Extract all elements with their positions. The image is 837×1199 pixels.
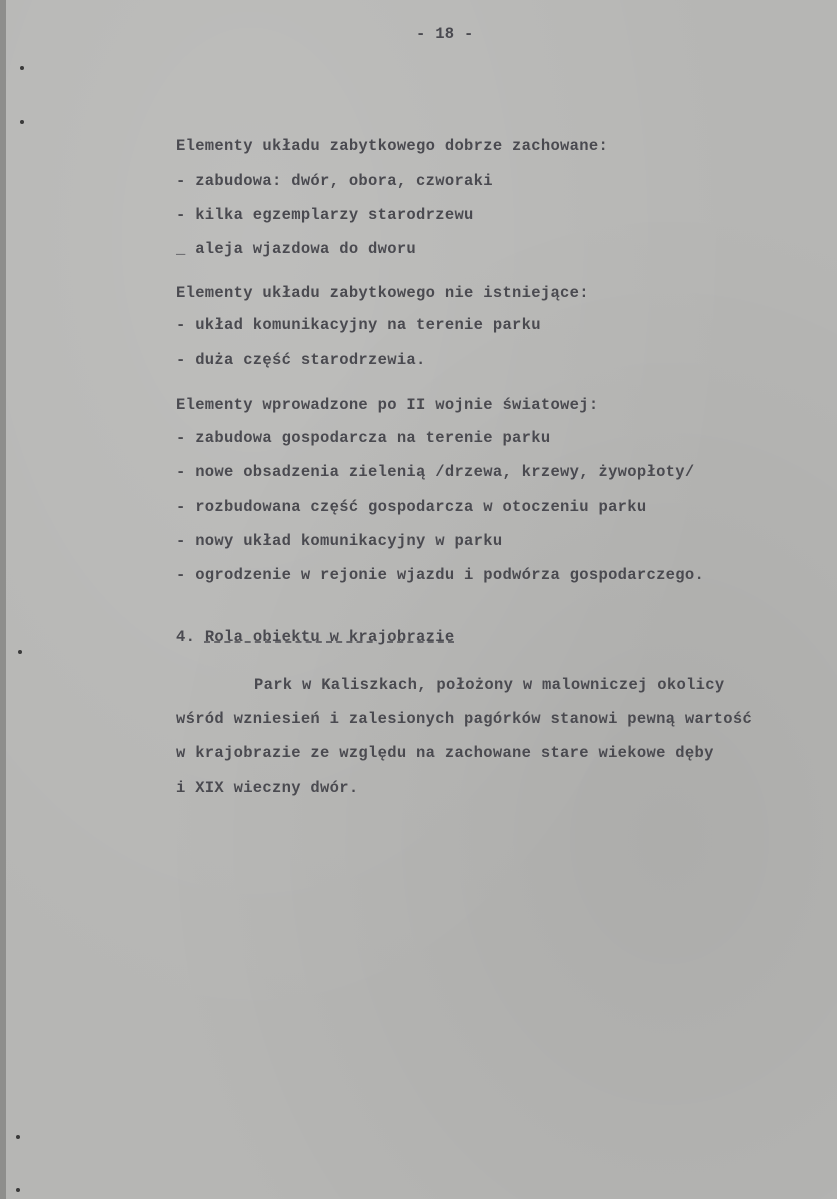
margin-mark <box>20 66 24 70</box>
list-item: - ogrodzenie w rejonie wjazdu i podwórza gospodarczego. <box>176 566 705 584</box>
section-title: Rola obiektu w krajobrazie <box>204 628 455 646</box>
list-item: - nowe obsadzenia zielenią /drzewa, krzewy, żywopłoty/ <box>176 463 695 481</box>
list-item: - duża część starodrzewia. <box>176 351 426 369</box>
page-number: - 18 - <box>416 25 474 43</box>
page-edge <box>0 0 6 1199</box>
section-heading-introduced: Elementy wprowadzone po II wojnie światowej: <box>176 396 599 414</box>
list-item: - rozbudowana część gospodarcza w otoczeniu parku <box>176 498 647 516</box>
margin-mark <box>18 650 22 654</box>
list-item: - zabudowa: dwór, obora, czworaki <box>176 172 493 190</box>
section-heading-missing: Elementy układu zabytkowego nie istniejące: <box>176 284 589 302</box>
section-number: 4. <box>176 628 196 646</box>
section-heading-preserved: Elementy układu zabytkowego dobrze zachowane: <box>176 137 609 155</box>
paragraph-line: w krajobrazie ze względu na zachowane stare wiekowe dęby <box>176 744 714 762</box>
margin-mark <box>16 1135 20 1139</box>
paragraph-line: i XIX wieczny dwór. <box>176 779 359 797</box>
list-item: - nowy układ komunikacyjny w parku <box>176 532 503 550</box>
paragraph-line: Park w Kaliszkach, położony w malowniczej okolicy <box>254 676 725 694</box>
margin-mark <box>20 120 24 124</box>
paragraph-line: wśród wzniesień i zalesionych pagórków stanowi pewną wartość <box>176 710 753 728</box>
list-item: - zabudowa gospodarcza na terenie parku <box>176 429 551 447</box>
list-item: - układ komunikacyjny na terenie parku <box>176 316 541 334</box>
margin-mark <box>16 1188 20 1192</box>
list-item: - kilka egzemplarzy starodrzewu <box>176 206 474 224</box>
list-item: _ aleja wjazdowa do dworu <box>176 240 417 258</box>
section-4-heading <box>176 627 454 647</box>
